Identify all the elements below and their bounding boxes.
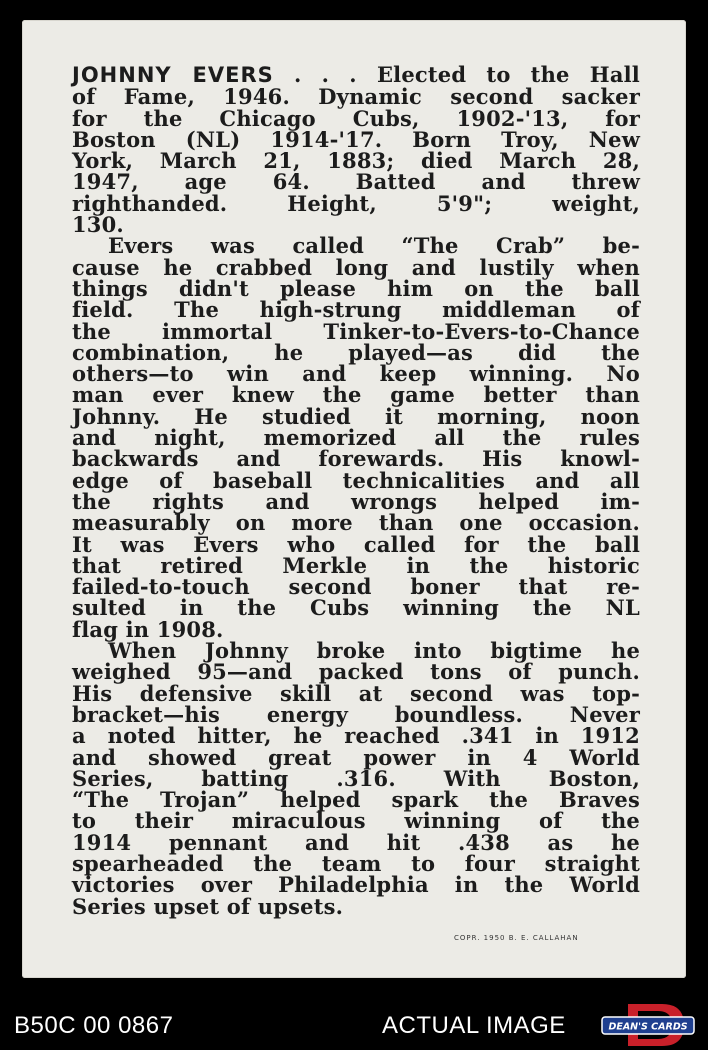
logo-text: DEAN'S CARDS [608,1021,688,1033]
text-line: of Fame, 1946. Dynamic second sacker [72,84,640,110]
text-line: man ever knew the game better than [72,382,640,408]
text-line: for the Chicago Cubs, 1902-'13, for [72,105,640,131]
text-line: and showed great power in 4 World [72,744,640,770]
text-line: bracket—his energy boundless. Never [72,701,640,727]
text-line: spearheaded the team to four straight [72,850,640,876]
text-line: Johnny. He studied it morning, noon [72,403,640,429]
card-text [72,64,640,917]
text-line: 1947, age 64. Batted and threw [72,169,640,195]
text-line: measurably on more than one occasion. [72,510,640,536]
text-line: backwards and forewards. His knowl- [72,446,640,472]
text-line: When Johnny broke into bigtime he [108,638,640,664]
text-line: 130. [72,212,124,238]
text-line: that retired Merkle in the historic [72,552,640,578]
text-line: sulted in the Cubs winning the NL [72,595,640,621]
text-line: cause he crabbed long and lustily when [72,254,640,280]
actual-image-label: ACTUAL IMAGE [382,1012,566,1039]
text-line: field. The high-strung middleman of [72,297,640,323]
text-line: the rights and wrongs helped im- [72,488,640,514]
text-line: “The Trojan” helped spark the Braves [72,787,640,813]
text-line: His defensive skill at second was top- [72,680,640,706]
text-line: a noted hitter, he reached .341 in 1912 [72,723,640,749]
text-line: others—to win and keep winning. No [72,361,640,387]
text-line: and night, memorized all the rules [72,425,640,451]
player-name: JOHNNY EVERS [72,63,274,87]
text-line: flag in 1908. [72,616,224,642]
text-line: weighed 95—and packed tons of punch. [72,659,640,685]
copyright-notice: COPR. 1950 B. E. CALLAHAN [454,934,579,942]
text-line: Series, batting .316. With Boston, [72,765,640,791]
text-line: edge of baseball technicalities and all [72,467,640,493]
text-line: things didn't please him on the ball [72,275,640,301]
card-back [22,20,686,978]
text-line: failed-to-touch second boner that re- [72,574,640,600]
text-line: 1914 pennant and hit .438 as he [72,829,640,855]
deans-cards-logo [600,1002,696,1048]
text-line: the immortal Tinker-to-Evers-to-Chance [72,318,640,344]
text-line: righthanded. Height, 5'9"; weight, [72,190,640,216]
text-line: victories over Philadelphia in the World [72,872,640,898]
text-line: JOHNNY EVERS . . . Elected to the Hall [72,62,640,87]
text-line: Boston (NL) 1914-'17. Born Troy, New [72,126,640,152]
text-line: Series upset of upsets. [72,893,344,919]
text-line: It was Evers who called for the ball [72,531,640,557]
text-line: combination, he played—as did the [72,339,640,365]
text-line: to their miraculous winning of the [72,808,640,834]
card-id-label: B50C 00 0867 [14,1012,174,1039]
text-line: York, March 21, 1883; died March 28, [72,148,640,174]
text-line: Evers was called “The Crab” be- [108,233,640,259]
